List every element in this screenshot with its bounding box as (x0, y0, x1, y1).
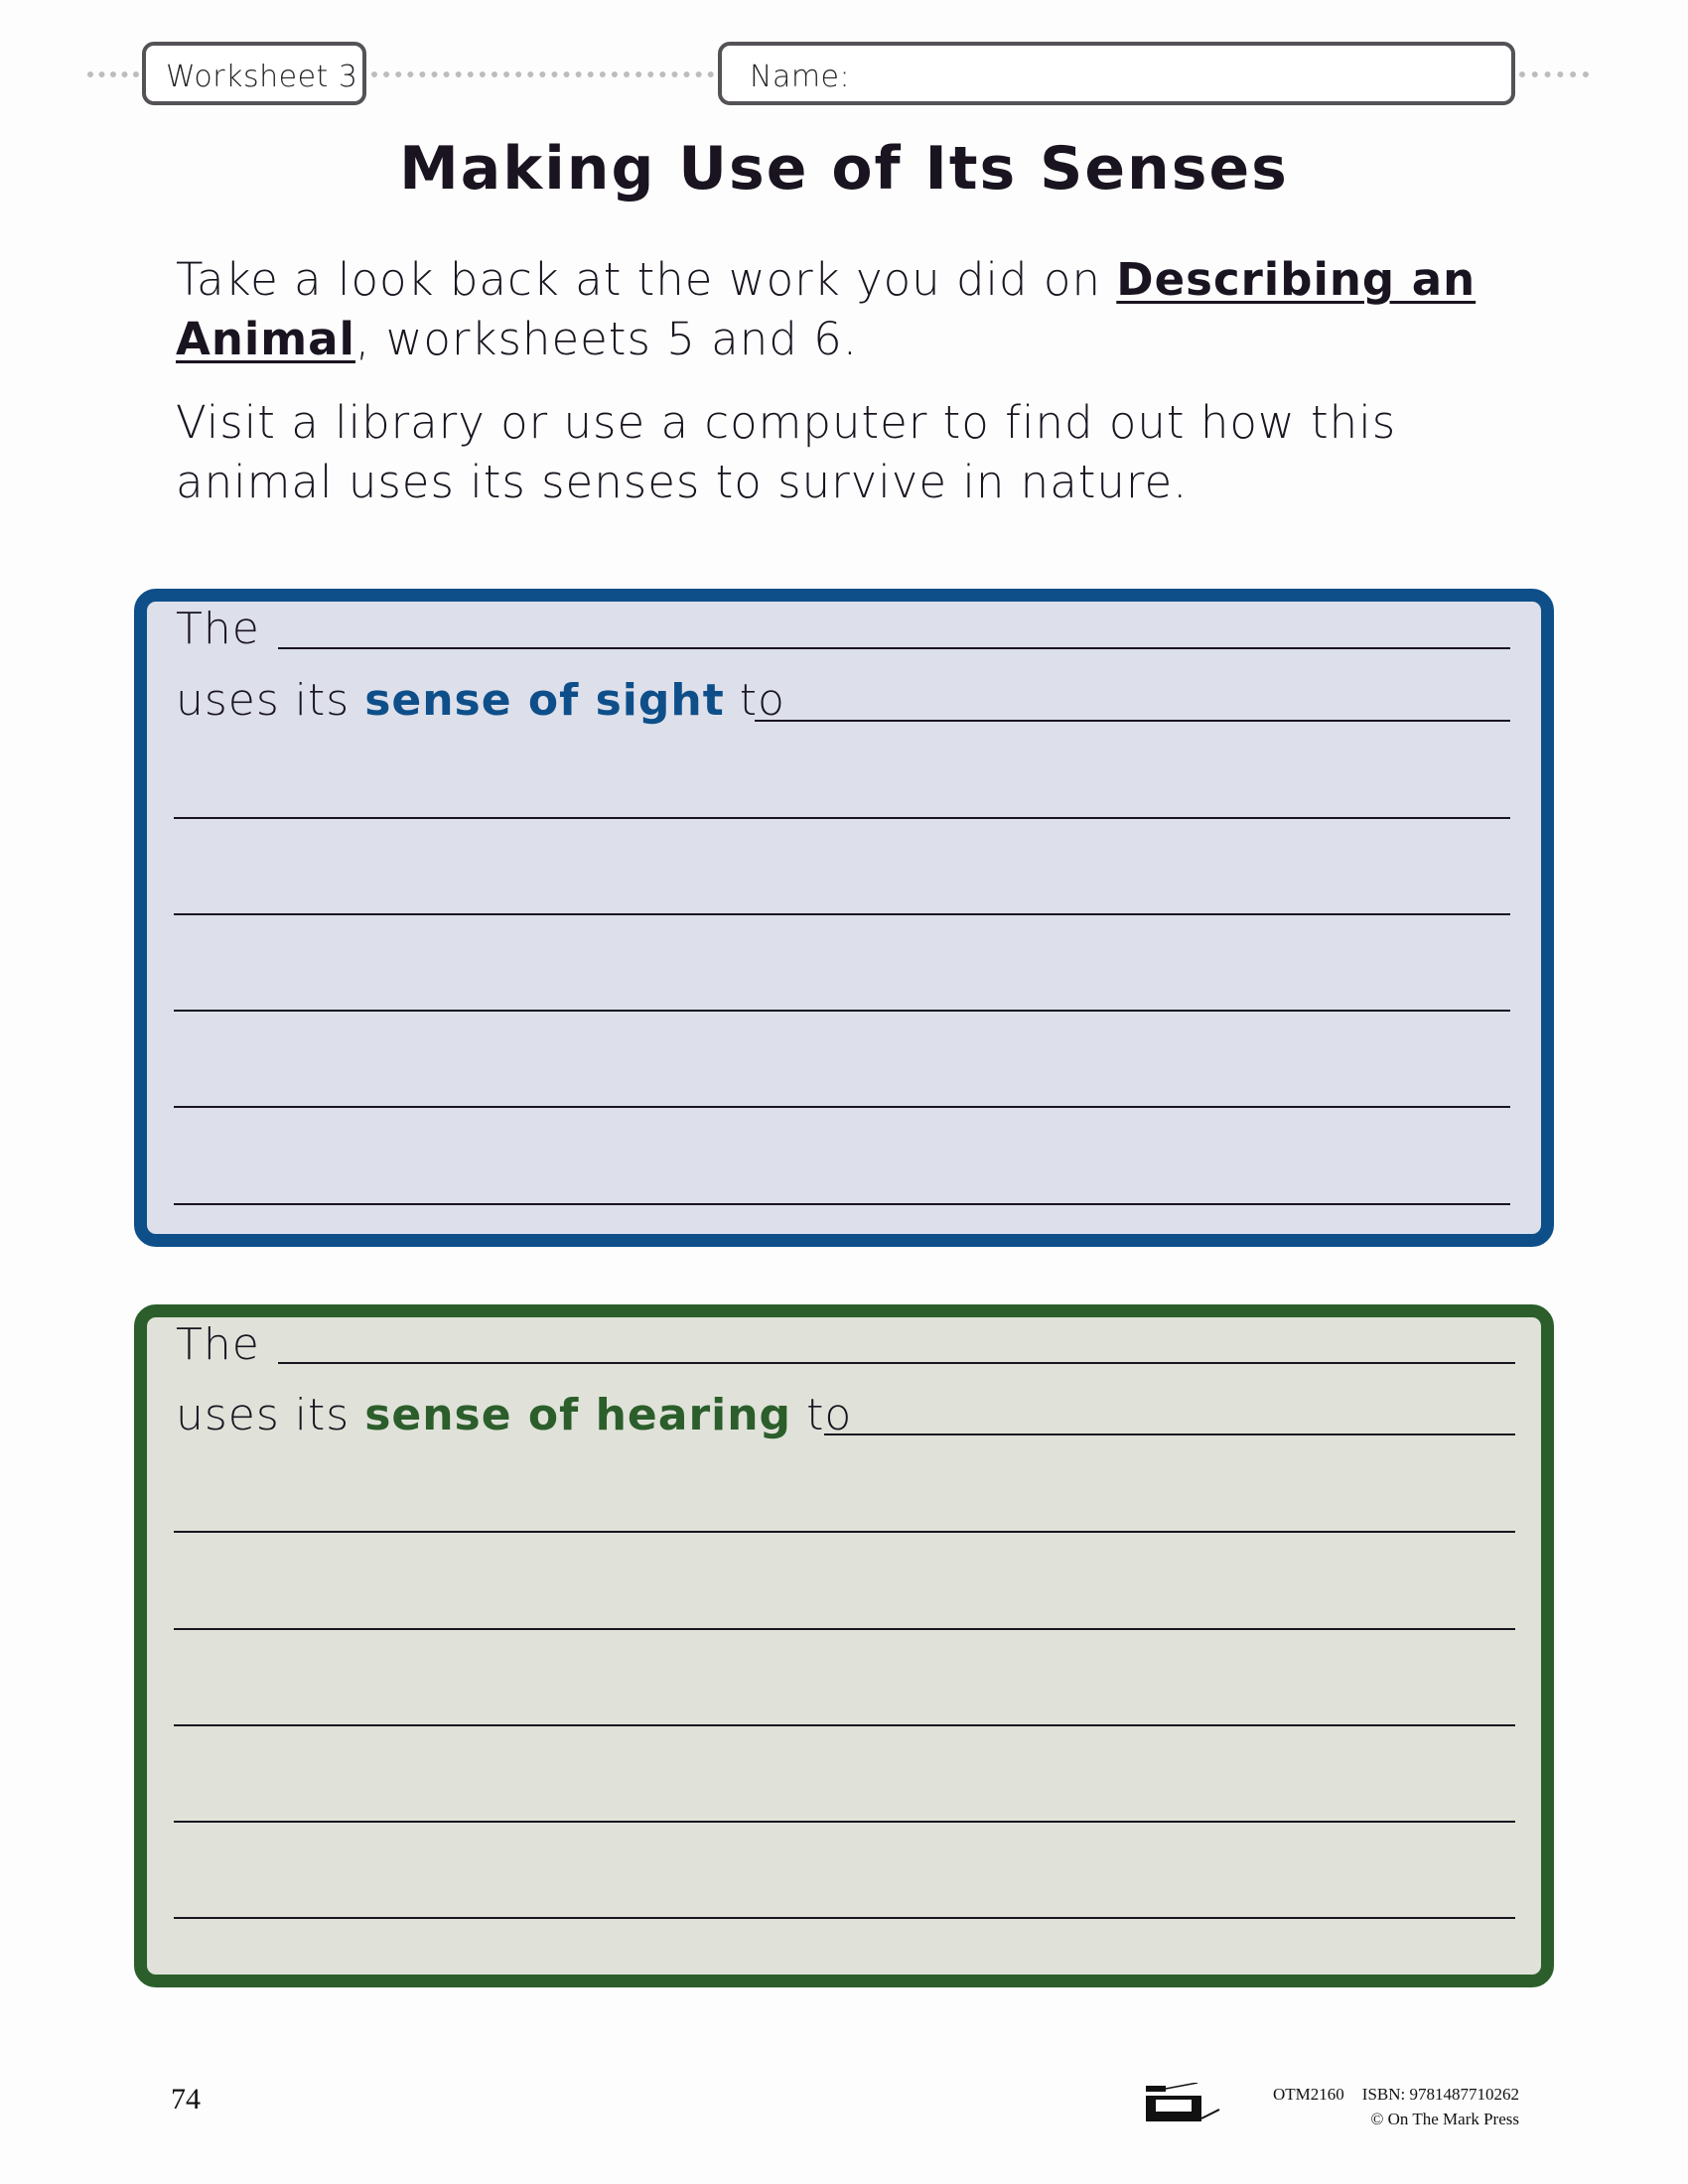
sight-uses-row (176, 675, 785, 726)
sight-writing-line[interactable] (174, 1106, 1510, 1108)
sight-the-row (176, 604, 260, 654)
name-label: Name: (750, 60, 851, 94)
to-label: to (739, 675, 785, 726)
sense-of-hearing-label: sense of hearing (364, 1390, 792, 1440)
dotted-divider-right (1519, 71, 1589, 77)
product-code: OTM2160 (1273, 2085, 1344, 2104)
hearing-writing-line[interactable] (174, 1917, 1515, 1919)
hearing-writing-line[interactable] (174, 1628, 1515, 1630)
dotted-divider-left (87, 71, 139, 77)
page-title: Making Use of Its Senses (399, 134, 1289, 204)
hearing-uses-row (176, 1390, 852, 1440)
the-label: The (176, 604, 260, 654)
sight-writing-line[interactable] (174, 1010, 1510, 1012)
name-field[interactable] (718, 42, 1515, 105)
worksheet-label: Worksheet 3 (166, 60, 358, 94)
instruction-text: , worksheets 5 and 6. (354, 313, 859, 365)
instruction-text: Take a look back at the work you did on (176, 253, 1117, 306)
animal-name-line[interactable] (278, 647, 1510, 649)
dotted-divider-middle (371, 71, 714, 77)
sight-writing-line[interactable] (174, 817, 1510, 819)
uses-its-label: uses its (176, 675, 351, 726)
instruction-paragraph-1 (176, 250, 1496, 369)
sight-answer-line[interactable] (755, 720, 1510, 722)
worksheet-label-box (142, 42, 366, 105)
worksheet-reference: Describing an Animal (176, 253, 1477, 365)
instruction-paragraph-2: Visit a library or use a computer to find out how this animal uses its senses to survive in nature. (176, 396, 1397, 508)
hearing-writing-line[interactable] (174, 1821, 1515, 1823)
sight-writing-line[interactable] (174, 1203, 1510, 1205)
to-label: to (806, 1390, 853, 1440)
photocopier-icon (1140, 2083, 1224, 2122)
hearing-the-row (176, 1319, 260, 1370)
uses-its-label: uses its (176, 1390, 351, 1440)
publisher-info (1273, 2082, 1519, 2131)
copyright: © On The Mark Press (1370, 2110, 1519, 2128)
the-label: The (176, 1319, 260, 1370)
page-number: 74 (171, 2083, 201, 2116)
animal-name-line[interactable] (278, 1362, 1515, 1364)
hearing-writing-line[interactable] (174, 1724, 1515, 1726)
sense-of-sight-label: sense of sight (364, 675, 725, 726)
isbn: ISBN: 9781487710262 (1361, 2085, 1519, 2104)
hearing-answer-line[interactable] (824, 1433, 1515, 1435)
hearing-writing-line[interactable] (174, 1531, 1515, 1533)
sight-writing-line[interactable] (174, 913, 1510, 915)
